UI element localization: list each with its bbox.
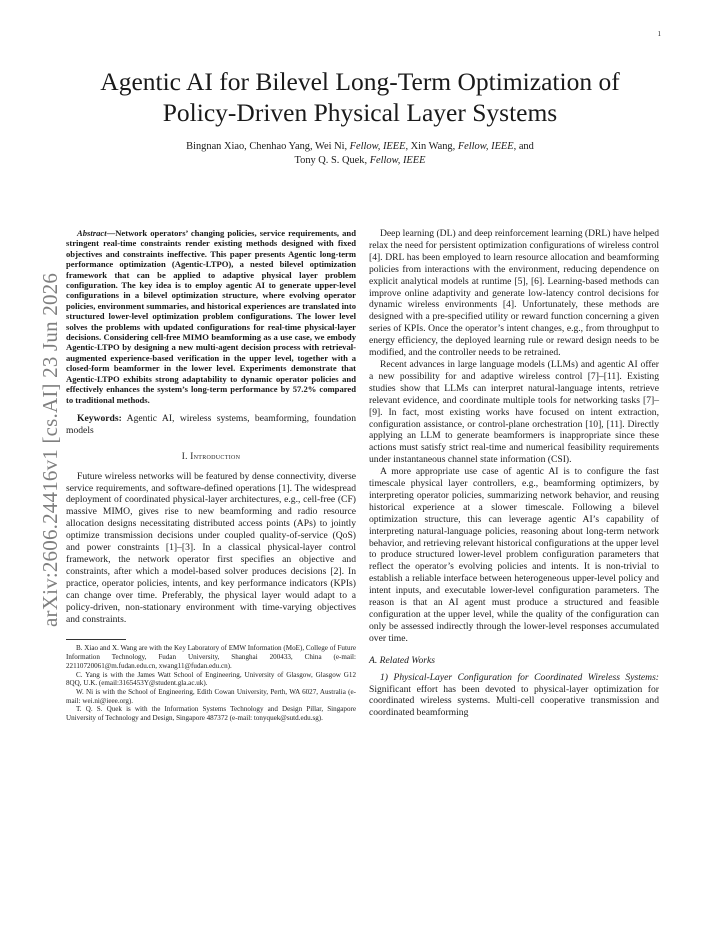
- footnote-divider: [66, 639, 126, 640]
- author-names-2: , Xin Wang,: [405, 141, 458, 152]
- abstract-label: Abstract: [77, 228, 107, 238]
- author-names-1: Bingnan Xiao, Chenhao Yang, Wei Ni,: [186, 141, 350, 152]
- related-works-paragraph-1: [369, 672, 659, 720]
- author-names-3: Tony Q. S. Quek,: [294, 155, 370, 166]
- page-number: 1: [657, 30, 661, 38]
- abstract-text: —Network operators’ changing policies, service requirements, and stringent real-time constraints render existing methods designed with fixed objectives and constraints ineffective. This paper presents Agentic long-term performance optimization (Agentic-LTPO), a nested bilevel optimization framework that can be applied to adaptive physical layer problem configuration. The key idea is to employ agentic AI to generate upper-level configurations in a bilevel optimization structure, where evolving operator policies, environment summaries, and historical experiences are translated into structured lower-level optimization problem configurations. The lower level solves the problems with updated configurations for real-time physical-layer decisions. Considering cell-free MIMO beamforming as a use case, we embody Agentic-LTPO by designing a new multi-agent decision process with retrieval-augmented experience-based verification in the upper level, together with a closed-form beamformer in the lower level. Experiments demonstrate that Agentic-LTPO exhibits strong adaptability to dynamic operator policies and effectively enhances the system’s long-term performance by 57.2% compared to traditional methods.: [66, 228, 356, 405]
- author-fellow-2: Fellow, IEEE: [457, 141, 514, 152]
- abstract: [66, 228, 356, 405]
- footnote-xiao-wang: B. Xiao and X. Wang are with the Key Laboratory of EMW Information (MoE), College of Future Information Technology, Fudan University, Shanghai 200433, China (e-mail: 22110720061@m.fudan.edu.cn, xwang11@fudan.edu.cn).: [66, 644, 356, 670]
- intro-paragraph-4: A more appropriate use case of agentic AI is to configure the fast timescale physical layer controllers, e.g., beamforming optimizers, by interpreting operator policies, summarizing network behavior, and reusing historical experience at a slower timescale. Following a bilevel optimization structure, this can leverage agentic AI’s capability of interpreting natural-language policies, reasoning about long-term network behavior, and retrieving relevant historical configurations at the upper level to produce structured lower-level problem configuration parameters that reflect the operator’s evolving policies and intents. It is non-trivial to establish a reliable interface between heterogeneous upper-level policy and intent inputs, and executable lower-level configuration parameters. The reason is that an AI agent must produce a structured and feasible configuration at the upper level, while the quality of the configuration can only be assessed indirectly through the lower-level responses accumulated over time.: [369, 466, 659, 644]
- paper-title: [60, 66, 660, 128]
- title-line-1: Agentic AI for Bilevel Long-Term Optimization of: [100, 67, 620, 96]
- author-affiliation-footnotes: [66, 644, 356, 722]
- keywords-label: Keywords:: [77, 412, 122, 424]
- author-conj: , and: [513, 141, 534, 152]
- keywords-text: Agentic AI, wireless systems, beamforming, foundation models: [66, 412, 356, 436]
- footnote-quek: T. Q. S. Quek is with the Information Systems Technology and Design Pillar, Singapore University of Technology and Design, Singapore 487372 (e-mail: tonyquek@sutd.edu.sg).: [66, 705, 356, 723]
- footnote-yang: C. Yang is with the James Watt School of Engineering, University of Glasgow, Glasgow G12 8QQ, U.K. (email:3165453Y@student.gla.ac.uk).: [66, 670, 356, 688]
- arxiv-identifier-stamp: arXiv:2606.24416v1 [cs.AI] 23 Jun 2026: [38, 272, 62, 627]
- footnote-ni: W. Ni is with the School of Engineering, Edith Cowan University, Perth, WA 6027, Australia (e-mail: wei.ni@ieee.org).: [66, 687, 356, 705]
- subsection-heading-related-works: A. Related Works: [369, 654, 435, 666]
- title-line-2: Policy-Driven Physical Layer Systems: [162, 98, 558, 127]
- section-heading-introduction: I. Introduction: [181, 450, 241, 461]
- intro-paragraph-1: Future wireless networks will be featured by dense connectivity, diverse service requirements, and software-defined operations [1]. The widespread deployment of coordinated physical-layer architectures, e.g., cell-free (CF) massive MIMO, gives rise to new beamforming and radio resource allocation designs necessitating distributed access points (APs) to jointly optimize transmission decisions under coupled quality-of-service (QoS) and power constraints [1]–[3]. In a classical physical-layer control framework, the network operator first specifies an objective and constraints, after which a model-based solver produces decisions [2]. In practice, operator policies, intents, and key performance indicators (KPIs) can change over time. Preferably, the physical layer would adapt to a policy-driven, non-stationary environment with time-varying objectives and constraints.: [66, 470, 356, 625]
- right-column: [369, 228, 659, 719]
- author-list: [60, 140, 660, 168]
- author-line-2: [295, 155, 426, 166]
- intro-paragraph-3: Recent advances in large language models (LLMs) and agentic AI offer a new possibility for and adaptive wireless control [7]–[11]. Existing studies show that LLMs can interpret natural-language intents, retrieve relevant evidence, and coordinate multiple tools for networking tasks [7]–[9]. In fact, most existing works have focused on intent extraction, configuration assistance, or control-plane orchestration [10], [11]. Directly applying an LLM to generate beamformers is inappropriate since these actions must satisfy strict real-time and numerical feasibility requirements under instantaneous channel state information (CSI).: [369, 358, 659, 466]
- author-fellow-3: Fellow, IEEE: [369, 155, 426, 166]
- author-line-1: [186, 141, 534, 152]
- related-works-text: Significant effort has been devoted to physical-layer optimization for coordinated wireless systems. Multi-cell cooperative transmission and coordinated beamforming: [369, 683, 659, 719]
- subsubsection-label: 1) Physical-Layer Configuration for Coordinated Wireless Systems:: [380, 671, 659, 683]
- left-column: [66, 228, 356, 723]
- keywords: [66, 413, 356, 437]
- intro-paragraph-2: Deep learning (DL) and deep reinforcement learning (DRL) have helped relax the need for persistent optimization configurations of wireless control [4]. DRL has been employed to learn resource allocation and beamforming policies from interactions with the environment, reducing dependence on explicit analytical models at runtime [5], [6]. Learning-based methods can improve online adaptivity and generate low-latency control decisions for dynamic wireless environments [4]. Unfortunately, these methods are designed with a pre-specified utility or reward function concerning a given series of KPIs. Once the operator’s intent changes, e.g., from throughput to energy efficiency, the deployed learning rule or reward design needs to be modified, and the controller needs to be retrained.: [369, 228, 659, 359]
- author-fellow-1: Fellow, IEEE: [349, 141, 406, 152]
